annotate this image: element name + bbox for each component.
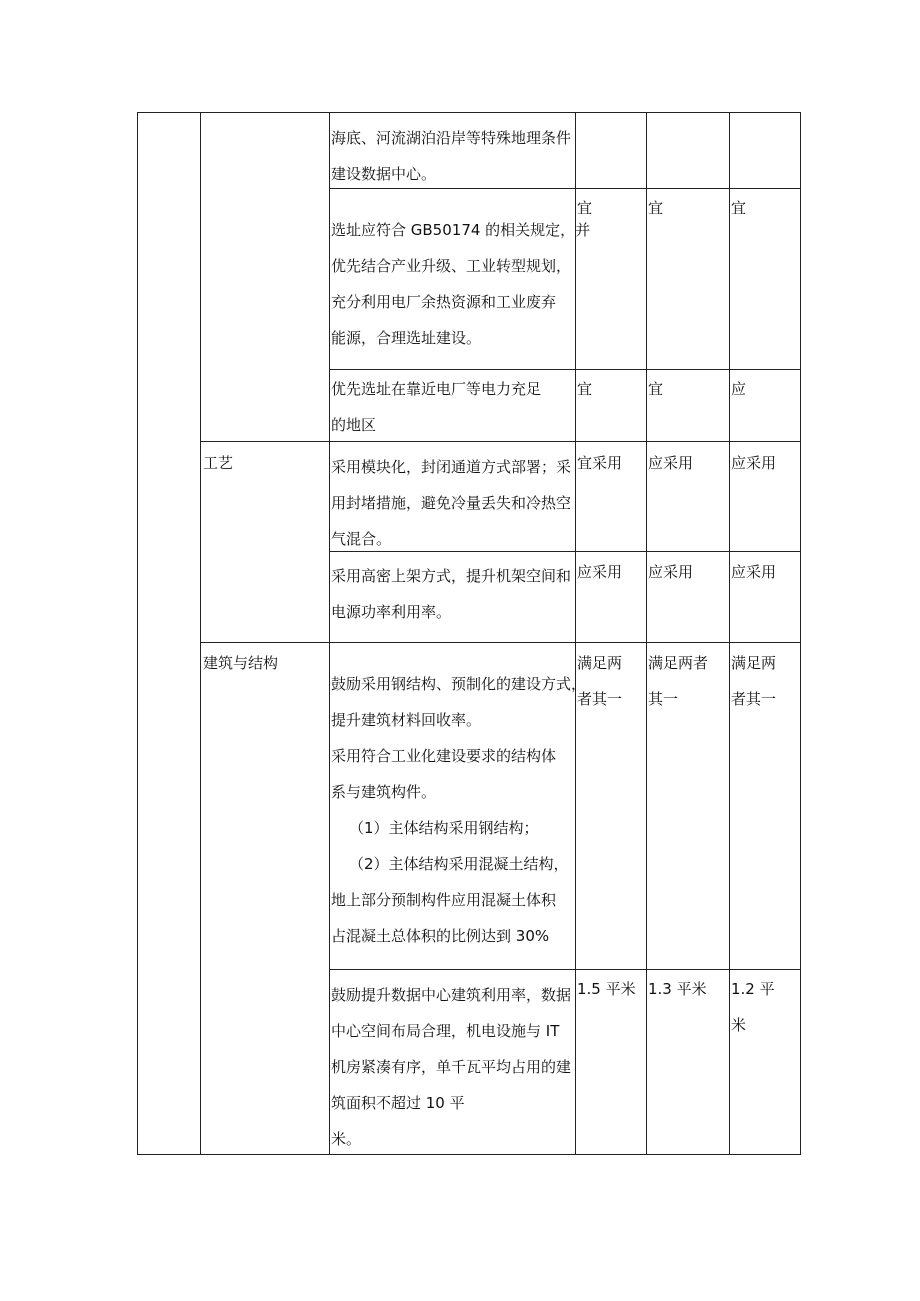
desc-line: 海底、河流湖泊沿岸等特殊地理条件 <box>331 129 572 147</box>
row-7-level-3 <box>731 971 775 1043</box>
row-4-level-3: 应采用 <box>731 454 777 472</box>
row-1-description <box>331 120 571 192</box>
desc-line: 电源功率利用率。 <box>331 603 452 621</box>
desc-line: 能源，合理选址建设。 <box>331 329 482 347</box>
desc-line: 鼓励提升数据中心建筑利用率，数据 <box>331 986 572 1004</box>
row-3-description <box>331 371 541 443</box>
column-divider <box>200 112 201 1155</box>
desc-line: 建设数据中心。 <box>331 165 437 183</box>
desc-line: 占混凝土总体积的比例达到 30% <box>331 927 550 945</box>
desc-line: 采用模块化，封闭通道方式部署；采 <box>331 458 572 476</box>
desc-line: 提升建筑材料回收率。 <box>331 711 482 729</box>
desc-line: 采用高密上架方式，提升机架空间和 <box>331 567 572 585</box>
category-process: 工艺 <box>203 454 234 472</box>
level-line: 满足两 <box>731 654 777 672</box>
row-4-description <box>331 449 571 557</box>
desc-line: 选址应符合 GB50174 的相关规定，并 <box>331 221 591 239</box>
row-2-level-1: 宜 <box>577 199 593 217</box>
row-5-level-2: 应采用 <box>648 563 694 581</box>
desc-line: 充分利用电厂余热资源和工业废弃 <box>331 293 557 311</box>
row-2-description <box>331 212 590 356</box>
table-border-right <box>800 112 801 1155</box>
table-border-left <box>137 112 138 1155</box>
desc-line: 优先结合产业升级、工业转型规划， <box>331 257 572 275</box>
row-5-description <box>331 558 571 630</box>
desc-line: 米。 <box>331 1130 362 1148</box>
level-line: 满足两 <box>577 654 623 672</box>
column-divider <box>729 112 730 1155</box>
row-7-level-2 <box>648 971 707 1007</box>
level-line: 1.5 平米 <box>577 980 636 998</box>
row-2-level-3: 宜 <box>731 199 747 217</box>
level-line: 1.2 平 <box>731 980 775 998</box>
row-5-level-1: 应采用 <box>577 563 623 581</box>
desc-line: 采用符合工业化建设要求的结构体 <box>331 747 557 765</box>
row-divider <box>329 969 801 970</box>
desc-line: 用封堵措施，避免冷量丢失和冷热空 <box>331 494 572 512</box>
row-6-level-1 <box>577 645 622 717</box>
row-7-level-1 <box>577 971 636 1007</box>
row-divider <box>329 369 801 370</box>
row-6-level-3 <box>731 645 776 717</box>
row-3-level-1: 宜 <box>577 380 593 398</box>
level-line: 满足两者 <box>648 654 709 672</box>
desc-line: 中心空间布局合理，机电设施与 IT <box>331 1022 560 1040</box>
row-6-description <box>331 666 586 954</box>
desc-line: 筑面积不超过 10 平 <box>331 1094 465 1112</box>
row-4-level-1: 宜采用 <box>577 454 623 472</box>
row-5-level-3: 应采用 <box>731 563 777 581</box>
row-7-description <box>331 977 571 1157</box>
table-border-top <box>137 112 801 113</box>
category-building-structure: 建筑与结构 <box>203 654 279 672</box>
level-line: 1.3 平米 <box>648 980 707 998</box>
row-3-level-3: 应 <box>731 380 747 398</box>
desc-line: 地上部分预制构件应用混凝土体积 <box>331 891 557 909</box>
level-line: 其一 <box>648 690 679 708</box>
level-line: 者其一 <box>731 690 777 708</box>
desc-line: 系与建筑构件。 <box>331 783 437 801</box>
level-line: 者其一 <box>577 690 623 708</box>
row-3-level-2: 宜 <box>648 380 664 398</box>
desc-line: 气混合。 <box>331 530 392 548</box>
desc-line: （1）主体结构采用钢结构； <box>349 819 539 837</box>
desc-line: 鼓励采用钢结构、预制化的建设方式， <box>331 675 587 693</box>
row-2-level-2: 宜 <box>648 199 664 217</box>
level-line: 米 <box>731 1016 747 1034</box>
row-6-level-2 <box>648 645 708 717</box>
desc-line: 优先选址在靠近电厂等电力充足 <box>331 380 542 398</box>
desc-line: 机房紧凑有序，单千瓦平均占用的建 <box>331 1058 572 1076</box>
column-divider <box>329 112 330 1155</box>
column-divider <box>646 112 647 1155</box>
desc-line: （2）主体结构采用混凝土结构， <box>349 855 569 873</box>
desc-line: 的地区 <box>331 416 377 434</box>
row-divider <box>200 642 801 643</box>
row-4-level-2: 应采用 <box>648 454 694 472</box>
